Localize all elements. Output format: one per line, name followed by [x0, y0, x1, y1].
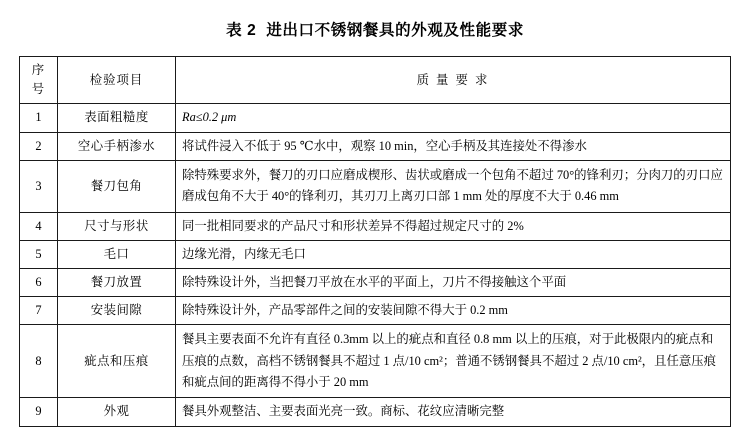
row-no: 3 [20, 160, 58, 212]
row-no: 9 [20, 398, 58, 426]
table-row [20, 398, 731, 426]
table-header-row [20, 57, 731, 104]
column-header-requirement: 质 量 要 求 [176, 57, 731, 104]
row-item: 疵点和压痕 [58, 325, 176, 398]
row-item: 空心手柄渗水 [58, 132, 176, 160]
table-title-text: 进出口不锈钢餐具的外观及性能要求 [266, 22, 524, 39]
table-row [20, 297, 731, 325]
spec-table [19, 56, 731, 427]
table-body [20, 104, 731, 426]
row-requirement: 除特殊设计外，产品零部件之间的安装间隙不得大于 0.2 mm [176, 297, 731, 325]
row-no: 6 [20, 268, 58, 296]
row-item: 外观 [58, 398, 176, 426]
row-no: 5 [20, 240, 58, 268]
row-requirement: Ra≤0.2 μm [176, 104, 731, 132]
row-item: 餐刀放置 [58, 268, 176, 296]
row-item: 表面粗糙度 [58, 104, 176, 132]
table-header [20, 57, 731, 104]
row-no: 4 [20, 212, 58, 240]
table-row [20, 212, 731, 240]
column-header-no: 序号 [20, 57, 58, 104]
table-row [20, 132, 731, 160]
page-title [14, 18, 736, 40]
row-no: 2 [20, 132, 58, 160]
row-requirement: 餐具主要表面不允许有直径 0.3mm 以上的疵点和直径 0.8 mm 以上的压痕，对于此极限内的疵点和压痕的点数，高档不锈钢餐具不超过 1 点/10 cm²；普通不锈钢餐具不超过 2 点/10 cm²，且任意压痕和疵点间的距离得不得小于 20 mm [176, 325, 731, 398]
row-item: 安装间隙 [58, 297, 176, 325]
row-no: 7 [20, 297, 58, 325]
row-requirement: 除特殊设计外，当把餐刀平放在水平的平面上，刀片不得接触这个平面 [176, 268, 731, 296]
table-number: 表 2 [226, 22, 257, 39]
table-row [20, 325, 731, 398]
table-row [20, 104, 731, 132]
row-requirement: 将试件浸入不低于 95 ℃水中，观察 10 min，空心手柄及其连接处不得渗水 [176, 132, 731, 160]
row-requirement: 同一批相同要求的产品尺寸和形状差异不得超过规定尺寸的 2% [176, 212, 731, 240]
row-no: 8 [20, 325, 58, 398]
column-header-item: 检验项目 [58, 57, 176, 104]
row-item: 尺寸与形状 [58, 212, 176, 240]
row-requirement: 边缘光滑，内缘无毛口 [176, 240, 731, 268]
table-row [20, 160, 731, 212]
row-item: 毛口 [58, 240, 176, 268]
row-requirement: 除特殊要求外，餐刀的刃口应磨成楔形、齿状或磨成一个包角不超过 70°的锋利刃；分肉刀的刃口应磨成包角不大于 40°的锋利刃，其刃刀上离刃口部 1 mm 处的厚度不大于 0.46 mm [176, 160, 731, 212]
row-item: 餐刀包角 [58, 160, 176, 212]
table-row [20, 240, 731, 268]
row-requirement: 餐具外观整洁、主要表面光亮一致。商标、花纹应清晰完整 [176, 398, 731, 426]
row-no: 1 [20, 104, 58, 132]
table-row [20, 268, 731, 296]
